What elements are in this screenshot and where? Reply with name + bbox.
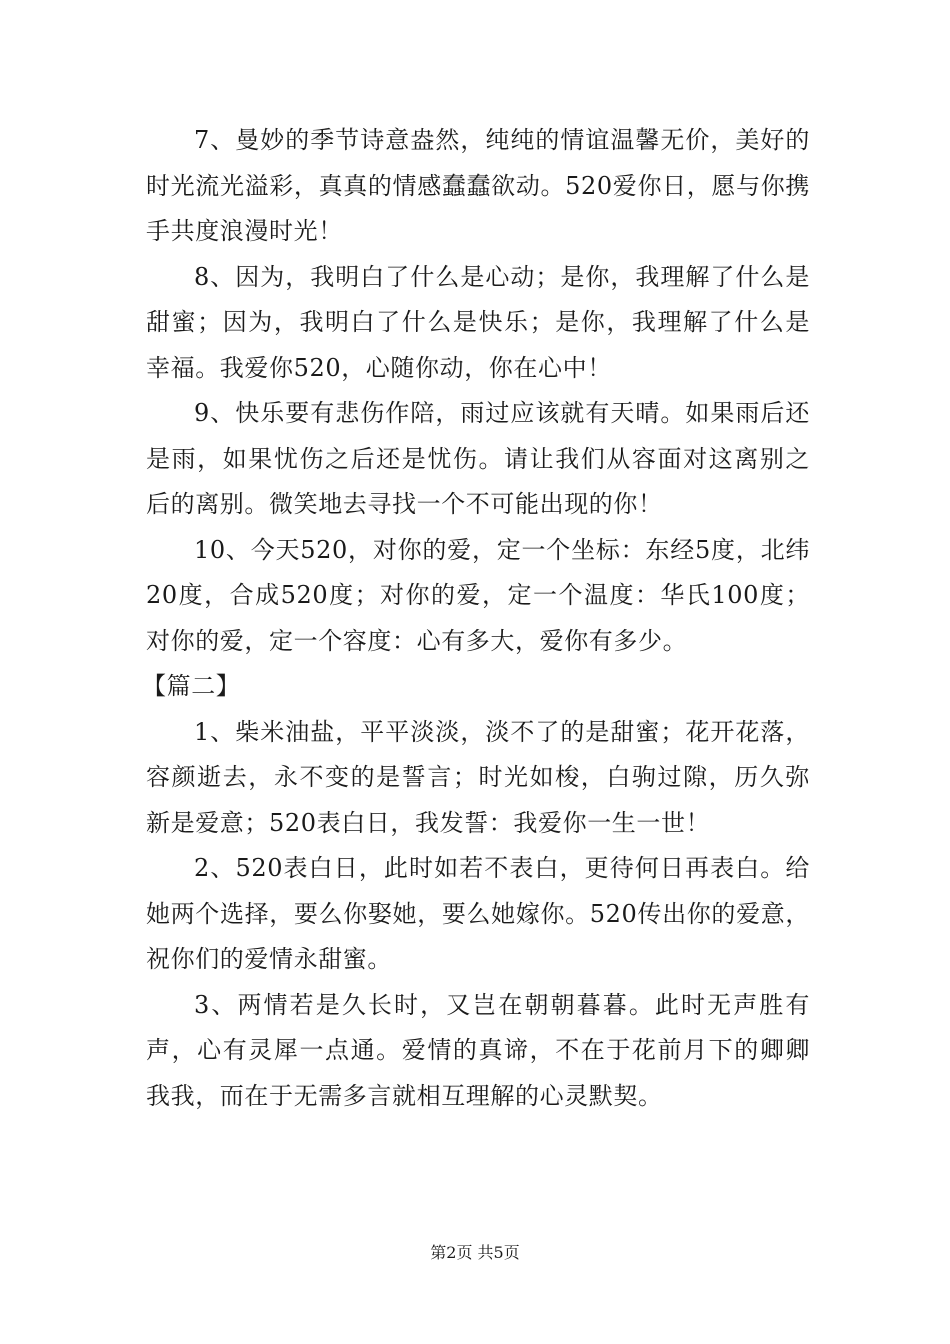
- paragraph-10: 10、今天520，对你的爱，定一个坐标：东经5度，北纬20度，合成520度；对你的爱，定一个温度：华氏100度；对你的爱，定一个容度：心有多大，爱你有多少。: [146, 535, 810, 655]
- paragraph-7: 7、曼妙的季节诗意盎然，纯纯的情谊温馨无价，美好的时光流光溢彩，真真的情感蠢蠢欲动。520爱你日，愿与你携手共度浪漫时光！: [146, 126, 810, 245]
- paragraph-2-2: 2、520表白日，此时如若不表白，更待何日再表白。给她两个选择，要么你娶她，要么她嫁你。520传出你的爱意，祝你们的爱情永甜蜜。: [146, 854, 810, 973]
- section-heading: 【篇二】: [142, 672, 241, 700]
- document-body: [142, 118, 810, 1119]
- paragraph-2-3: 3、两情若是久长时，又岂在朝朝暮暮。此时无声胜有声，心有灵犀一点通。爱情的真谛，不在于花前月下的卿卿我我，而在于无需多言就相互理解的心灵默契。: [146, 990, 810, 1110]
- page-footer: 第2页 共5页: [430, 1243, 520, 1262]
- paragraph-8: 8、因为，我明白了什么是心动；是你，我理解了什么是甜蜜；因为，我明白了什么是快乐；是你，我理解了什么是幸福。我爱你520，心随你动，你在心中！: [146, 262, 810, 382]
- paragraph-2-1: 1、柴米油盐，平平淡淡，淡不了的是甜蜜；花开花落，容颜逝去，永不变的是誓言；时光如梭，白驹过隙，历久弥新是爱意；520表白日，我发誓：我爱你一生一世！: [146, 717, 810, 837]
- paragraph-9: 9、快乐要有悲伤作陪，雨过应该就有天晴。如果雨后还是雨，如果忧伤之后还是忧伤。请让我们从容面对这离别之后的离别。微笑地去寻找一个不可能出现的你！: [146, 399, 810, 518]
